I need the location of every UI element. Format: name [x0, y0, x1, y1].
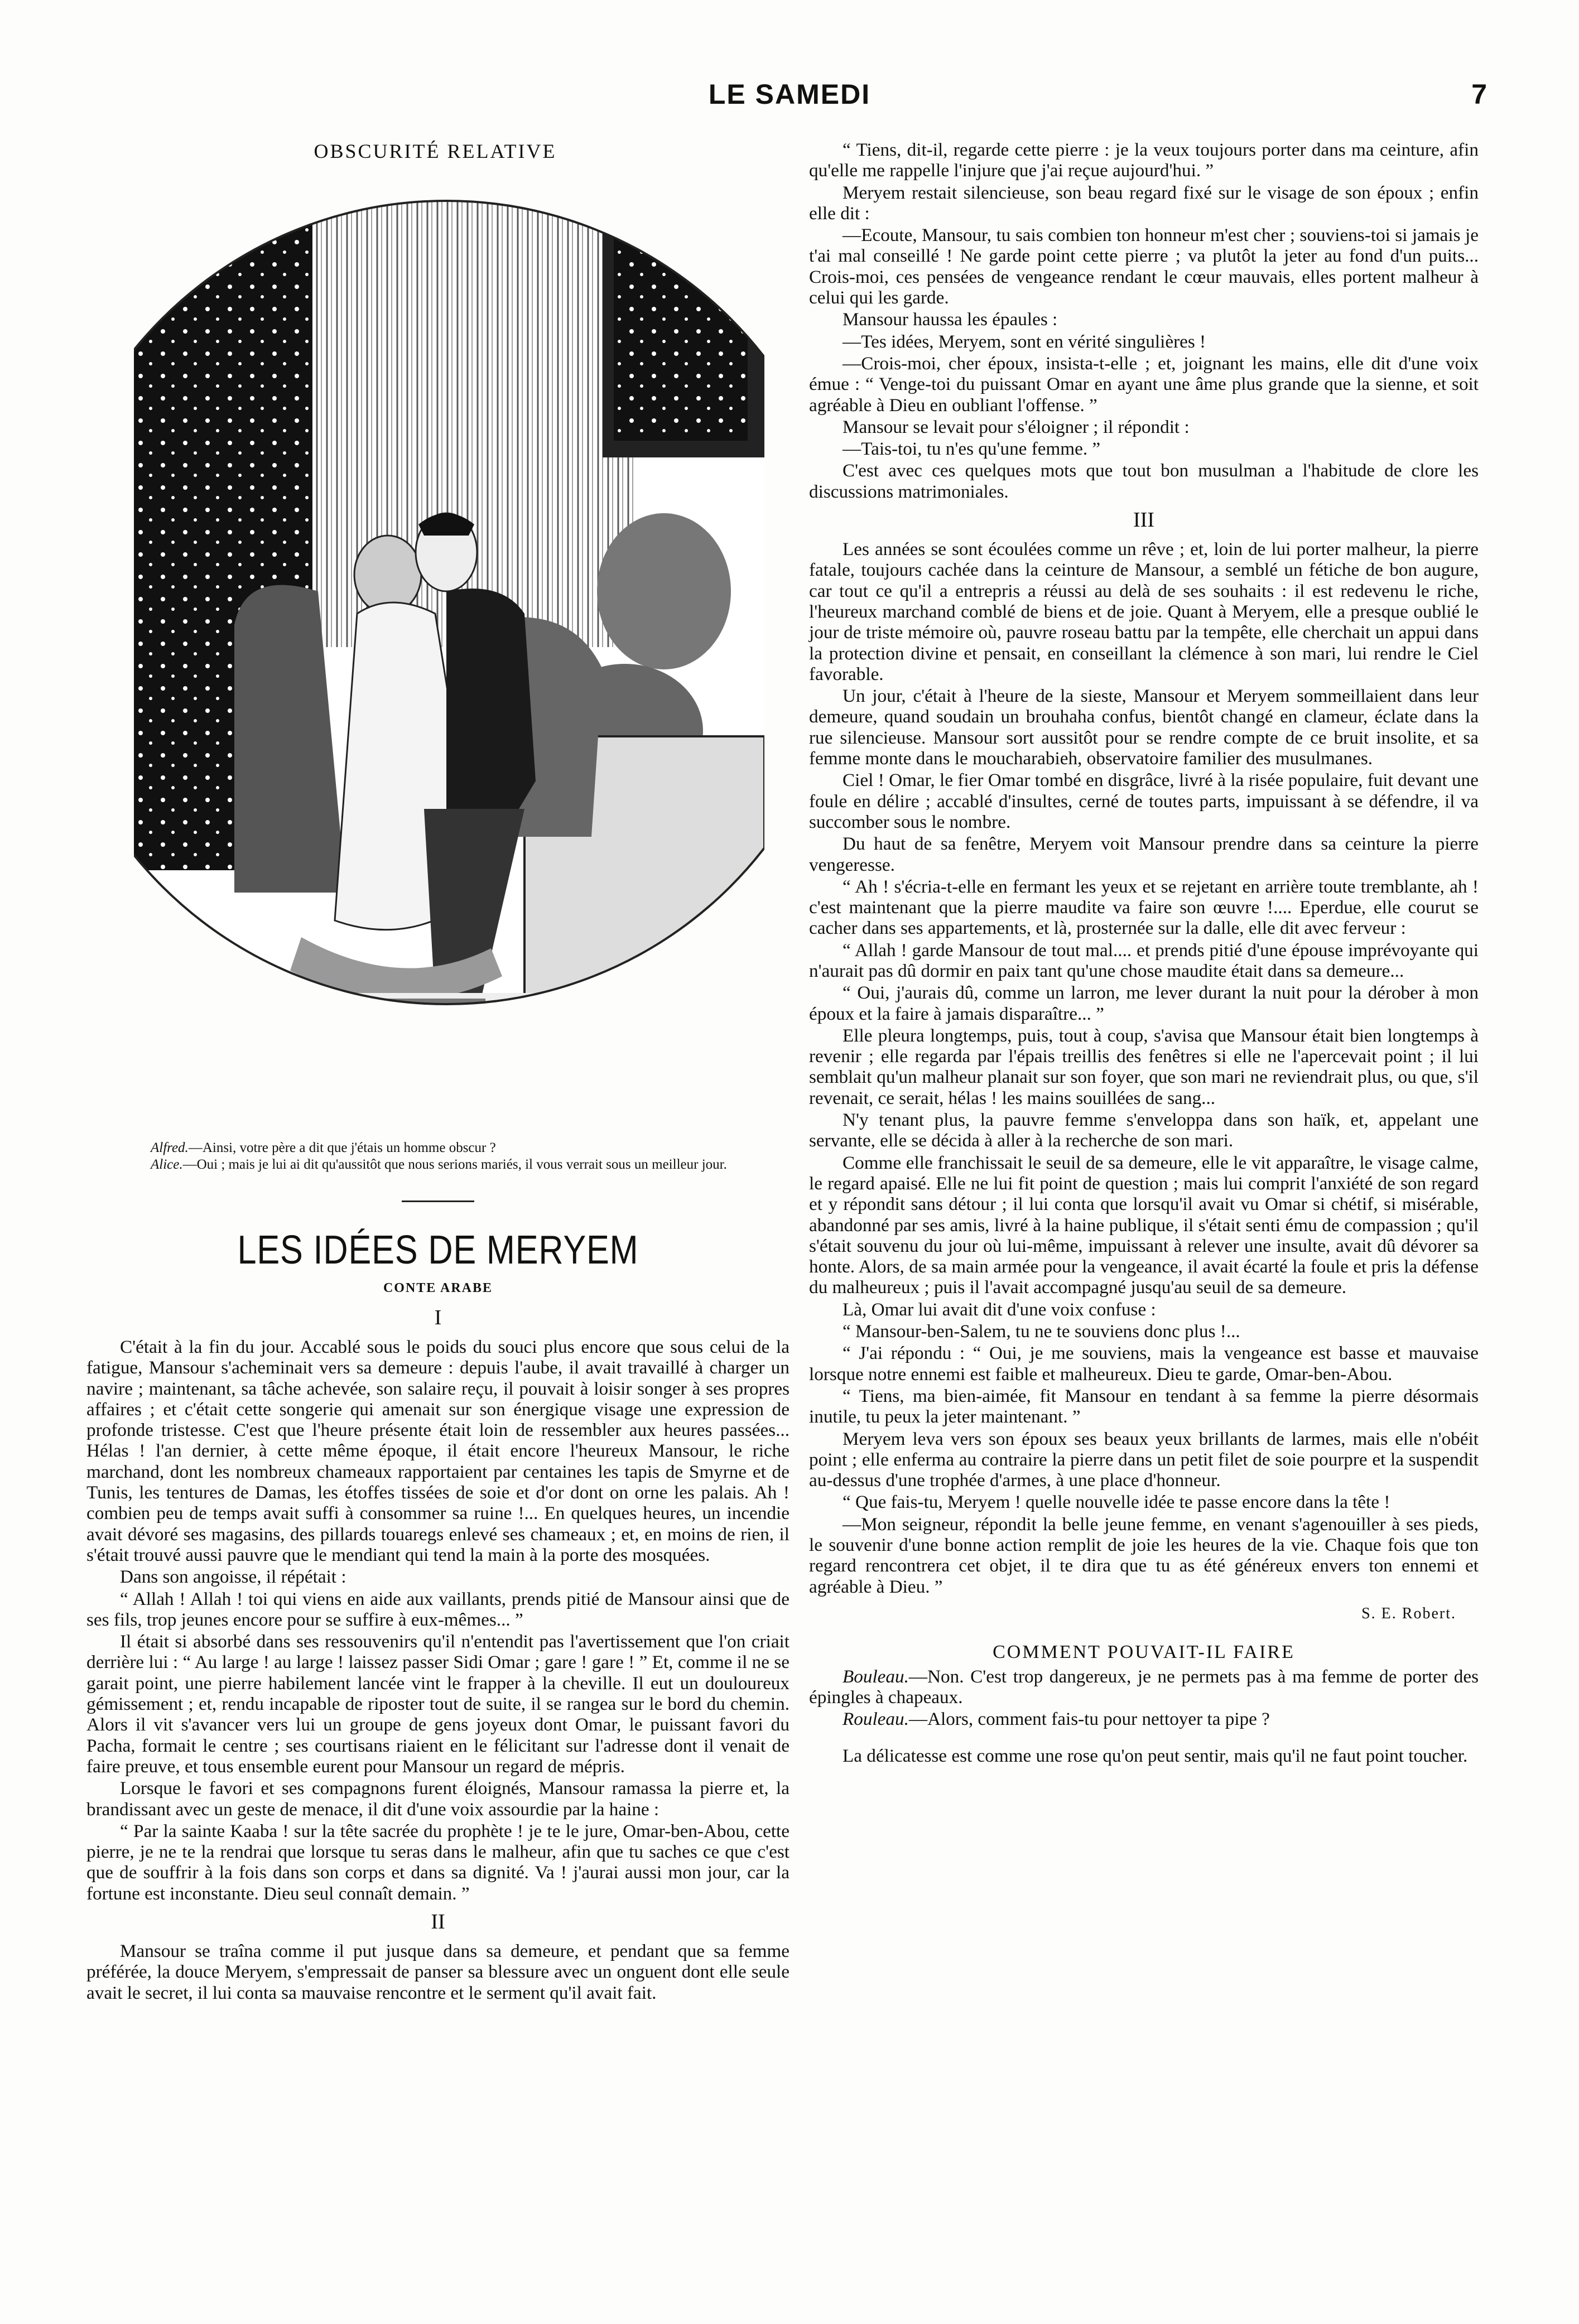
story-subtitle: CONTE ARABE — [383, 1281, 493, 1295]
story-paragraph: “ Tiens, dit-il, regarde cette pierre : je la veux toujours porter dans ma ceinture, afin qu'elle me rappelle l'injure que j'ai reçue aujourd'hui. ” — [809, 139, 1479, 181]
story-paragraph: —Tes idées, Meryem, sont en vérité singulières ! — [843, 331, 1206, 352]
story-paragraph: Du haut de sa fenêtre, Meryem voit Mansour prendre dans sa ceinture la pierre vengeresse. — [809, 833, 1479, 875]
story-paragraph: Lorsque le favori et ses compagnons furent éloignés, Mansour ramassa la pierre et, la brandissant avec un geste de menace, il dit d'une voix assourdie par la haine : — [86, 1778, 790, 1820]
story-right-column — [809, 139, 1479, 1767]
caption-text: —Ainsi, votre père a dit que j'étais un homme obscur ? — [188, 1140, 496, 1155]
story-paragraph: —Ecoute, Mansour, tu sais combien ton honneur m'est cher ; souviens-toi si jamais je t'ai mal conseillé ! Ne garde point cette pierre ; va plutôt la jeter au fond d'un puits... Crois-moi, ces pensées de vengeance rendant le cœur mauvais, elles portent malheur à celui qui les garde. — [809, 225, 1479, 308]
joke-text: —Non. C'est trop dangereux, je ne permets pas à ma femme de porter des épingles à chapeaux. — [809, 1666, 1479, 1708]
section-heading: III — [1133, 508, 1154, 532]
story-paragraph: —Tais-toi, tu n'es qu'une femme. ” — [843, 438, 1101, 460]
story-paragraph: C'était à la fin du jour. Accablé sous le poids du souci plus encore que sous celui de la fatigue, Mansour s'acheminait vers sa demeure : depuis l'aube, il avait travaillé à charger un navire ; maintenant, sa tâche achevée, son salaire reçu, il pouvait à loisir songer à ses propres affaires ; et c'était cette songerie qui amenait sur son énergique visage une expression de profonde tristesse. C'est que l'heure présente était loin de ressembler aux heures passées... Hélas ! l'an dernier, à cette même époque, il était encore l'heureux Mansour, le riche marchand, dont les nombreux chameaux rapportaient par centaines les tapis de Smyrne et de Tunis, les tentures de Damas, les étoffes tissées de soie et d'or dont on orne les palais. Ah ! combien peu de temps avait suffi à consommer sa ruine !... En quelques heures, un incendie avait dévoré ses magasins, des pillards touaregs enlevé ses chameaux ; et, en moins de rien, il s'était trouvé aussi pauvre que le mendiant qui tend la main à la porte des mosquées. — [86, 1337, 790, 1565]
story-paragraph: “ Ah ! s'écria-t-elle en fermant les yeux et se rejetant en arrière toute tremblante, ah ! c'est maintenant que la pierre maudite va faire son œuvre !.... Eperdue, elle courut se cacher dans ses appartements, et là, prosternée sur la dalle, elle dit avec ferveur : — [809, 876, 1479, 939]
illustration-caption — [151, 1140, 787, 1173]
joke-line — [809, 1666, 1479, 1708]
story-paragraph: Comme elle franchissait le seuil de sa demeure, elle le vit apparaître, le visage calme, le regard apaisé. Elle ne lui fit point de question ; mais lui comprit l'anxiété de son regard et y répondit sans détour ; il lui conta que lorsqu'il avait vu Omar si chétif, si misérable, abandonné par ses amis, livré à la haine publique, il s'était senti ému de compassion ; qu'il s'était souvenu du jour où lui-même, impuissant à relever une insulte, avait dû dévorer sa honte. Alors, de sa main armée pour la vengeance, il avait écarté la foule et pris la défense du malheureux ; puis il l'avait accompagné jusqu'au seuil de sa demeure. — [809, 1152, 1479, 1298]
story-paragraph: Elle pleura longtemps, puis, tout à coup, s'avisa que Mansour était bien longtemps à revenir ; elle regarda par l'épais treillis des fenêtres si elle ne l'apercevait point ; il lui semblait qu'un malheur planait sur son foyer, que son mari ne reviendrait plus, ou que, s'il revenait, ce serait, hélas ! les mains souillées de sang... — [809, 1025, 1479, 1108]
story-paragraph: Les années se sont écoulées comme un rêve ; et, loin de lui porter malheur, la pierre fatale, toujours cachée dans la ceinture de Mansour, a semblé un fétiche de bon augure, car tout ce qu'il a entrepris a réussi au delà de ses souhaits : il est redevenu le riche, l'heureux marchand comblé de biens et de joie. Quant à Meryem, elle a presque oublié le jour de triste mémoire où, pauvre roseau battu par la tempête, elle cherchait un appui dans la protection divine et pensait, en conseillant la clémence à son mari, lui rendre le Ciel favorable. — [809, 539, 1479, 684]
story-paragraph: “ Allah ! garde Mansour de tout mal.... et prends pitié d'une épouse imprévoyante qui n'aurait pas dû dormir en paix tant qu'une chose maudite était dans sa demeure... — [809, 939, 1479, 981]
section-heading: II — [431, 1910, 445, 1934]
caption-text: —Oui ; mais je lui ai dit qu'aussitôt que nous serions mariés, il vous verrait sous un meilleur jour. — [182, 1157, 727, 1172]
story-paragraph: C'est avec ces quelques mots que tout bon musulman a l'habitude de clore les discussions matrimoniales. — [809, 460, 1479, 502]
story-paragraph: N'y tenant plus, la pauvre femme s'enveloppa dans son haïk, et, appelant une servante, elle se décida à aller à la recherche de son mari. — [809, 1110, 1479, 1151]
story-signature: S. E. Robert. — [1361, 1604, 1456, 1622]
maxim: La délicatesse est comme une rose qu'on peut sentir, mais qu'il ne faut point toucher. — [843, 1745, 1468, 1766]
story-paragraph: Il était si absorbé dans ses ressouvenirs qu'il n'entendit pas l'avertissement que l'on criait derrière lui : “ Au large ! au large ! laissez passer Sidi Omar ; gare ! gare ! ” Et, comme il ne se garait point, une pierre habilement lancée vint le frapper à la cheville. Il eut un douloureux gémissement ; et, rendu incapable de riposter tout de suite, il se rangea sur le bord du chemin. Alors il vit s'avancer vers lui un groupe de gens joyeux dont Omar, le puissant favori du Pacha, formait le centre ; ses courtisans riaient en le félicitant sur l'adresse dont il venait de faire preuve, et tous ensemble eurent pour Mansour un regard de mépris. — [86, 1631, 790, 1777]
joke-line — [809, 1709, 1479, 1729]
story-left-column — [86, 1300, 790, 2004]
story-paragraph: “ Mansour-ben-Salem, tu ne te souviens donc plus !... — [843, 1321, 1240, 1342]
illustration-couple-engraving — [134, 167, 764, 1138]
caption-line — [151, 1156, 787, 1173]
joke-speaker: Rouleau. — [843, 1709, 909, 1730]
story-paragraph: Ciel ! Omar, le fier Omar tombé en disgrâce, livré à la risée populaire, fuit devant une foule en délire ; accablé d'insultes, cerné de toutes parts, impuissant à se défendre, il va succomber sous le nombre. — [809, 770, 1479, 832]
story-paragraph: “ Que fais-tu, Meryem ! quelle nouvelle idée te passe encore dans la tête ! — [843, 1492, 1390, 1513]
story-paragraph: “ Oui, j'aurais dû, comme un larron, me lever durant la nuit pour la dérober à mon époux et la faire à jamais disparaître... ” — [809, 982, 1479, 1024]
story-paragraph: Un jour, c'était à l'heure de la sieste, Mansour et Meryem sommeillaient dans leur demeure, quand soudain un brouhaha confus, bientôt changé en clameur, éclate dans la rue silencieuse. Mansour sort aussitôt pour se rendre compte de ce bruit insolite, et sa femme monte dans le moucharabieh, observatoire familier des musulmanes. — [809, 686, 1479, 769]
divider — [402, 1200, 474, 1202]
section-heading: I — [434, 1306, 442, 1329]
page-number: 7 — [1471, 79, 1487, 110]
joke-title: COMMENT POUVAIT-IL FAIRE — [993, 1641, 1295, 1662]
story-title: LES IDÉES DE MERYEM — [237, 1228, 639, 1272]
illustration-title: OBSCURITÉ RELATIVE — [314, 140, 557, 162]
story-paragraph: “ Par la sainte Kaaba ! sur la tête sacrée du prophète ! je te le jure, Omar-ben-Abou, cette pierre, je ne te la rendrai que lorsque tu seras dans le malheur, afin que tu saches ce que c'est que de souffrir à la fois dans son corps et dans sa dignité. Va ! j'aurai aussi mon jour, car la fortune est inconstante. Dieu seul connaît demain. ” — [86, 1820, 790, 1904]
joke-speaker: Bouleau. — [843, 1666, 909, 1687]
story-paragraph: “ Allah ! Allah ! toi qui viens en aide aux vaillants, prends pitié de Mansour ainsi que de ses fils, trop jeunes encore pour se suffire à eux-mêmes... ” — [86, 1588, 790, 1630]
story-paragraph: —Mon seigneur, répondit la belle jeune femme, en venant s'agenouiller à ses pieds, le souvenir d'une bonne action remplit de joie les heures de la vie. Chaque fois que ton regard rencontrera cet objet, il te dira que tu as été généreux envers ton ennemi et agréable à Dieu. ” — [809, 1513, 1479, 1597]
story-paragraph: Meryem restait silencieuse, son beau regard fixé sur le visage de son époux ; enfin elle dit : — [809, 182, 1479, 224]
caption-line — [151, 1140, 787, 1156]
page-header-title: LE SAMEDI — [708, 79, 871, 110]
story-paragraph: Là, Omar lui avait dit d'une voix confuse : — [843, 1299, 1156, 1320]
caption-speaker: Alice. — [151, 1157, 183, 1172]
story-paragraph: “ J'ai répondu : “ Oui, je me souviens, mais la vengeance est basse et mauvaise lorsque notre ennemi est faible et malheureux. Dieu te garde, Omar-ben-Abou. — [809, 1343, 1479, 1385]
story-paragraph: —Crois-moi, cher époux, insista-t-elle ; et, joignant les mains, elle dit d'une voix émue : “ Venge-toi du puissant Omar en ayant une âme plus grande que la sienne, et soit agréable à Dieu en oubliant l'offense. ” — [809, 353, 1479, 416]
caption-speaker: Alfred. — [151, 1140, 189, 1155]
story-paragraph: Mansour haussa les épaules : — [843, 309, 1058, 330]
joke-text: —Alors, comment fais-tu pour nettoyer ta pipe ? — [908, 1709, 1270, 1730]
story-paragraph: Meryem leva vers son époux ses beaux yeux brillants de larmes, mais elle n'obéit point ; elle enferma au contraire la pierre dans un petit filet de soie pourpre et la suspendit au-dessus d'une trophée d'armes, à une place d'honneur. — [809, 1428, 1479, 1491]
story-paragraph: Mansour se traîna comme il put jusque dans sa demeure, et pendant que sa femme préférée, la douce Meryem, s'empressait de panser sa blessure avec un onguent dont elle seule avait le secret, il lui conta sa mauvaise rencontre et le serment qu'il avait fait. — [86, 1941, 790, 2003]
story-paragraph: Mansour se levait pour s'éloigner ; il répondit : — [843, 416, 1190, 437]
story-paragraph: Dans son angoisse, il répétait : — [120, 1566, 346, 1588]
story-paragraph: “ Tiens, ma bien-aimée, fit Mansour en tendant à sa femme la pierre désormais inutile, tu peux la jeter maintenant. ” — [809, 1385, 1479, 1428]
